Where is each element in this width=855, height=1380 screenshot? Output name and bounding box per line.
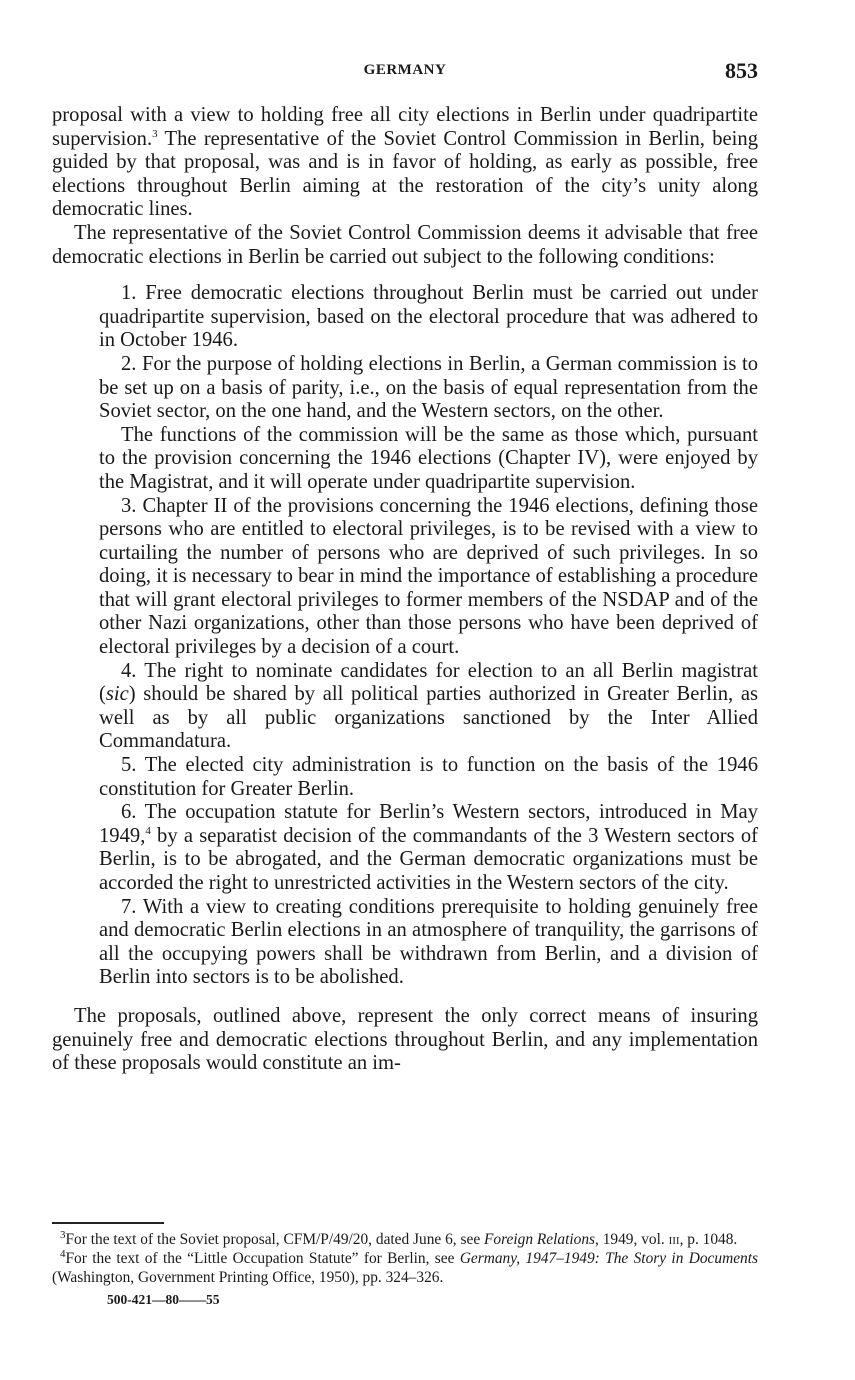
footnote-mark: 3: [60, 1228, 66, 1241]
paragraph-text: proposal with a view to holding free all city elections in Berlin under quadripartite supervision.: [52, 104, 758, 150]
page-number: 853: [725, 58, 758, 83]
footnotes: [52, 1222, 758, 1308]
footnote-ref-4: 4: [145, 824, 151, 837]
footnote-text: For the text of the “Little Occupation Statute” for Berlin, see: [65, 1250, 460, 1267]
paragraph-conditions-intro: The representative of the Soviet Control Commission deems it advisable that free democratic elections in Berlin be carried out subject to the following conditions:: [52, 221, 758, 268]
list-item-text: 6. The occupation statute for Berlin’s Western sectors, introduced in May 1949,: [99, 801, 758, 847]
paragraph-closing: The proposals, outlined above, represent the only correct means of insuring genuinely free and democratic elections throughout Berlin, and any implementation of these proposals would constitute an im-: [52, 1004, 758, 1075]
list-item: [99, 660, 758, 754]
footnote-volume: iii: [668, 1231, 680, 1248]
list-item: 3. Chapter II of the provisions concerning the 1946 elections, defining those persons who are entitled to electoral privileges, is to be revised with a view to curtailing the number of persons who are deprived of such privileges. In so doing, it is necessary to bear in mind the importance of establishing a procedure that will grant electoral privileges to former members of the NSDAP and of the other Nazi organizations, other than those persons who have been deprived of electoral privileges by a decision of a court.: [99, 494, 758, 659]
footnote-text: For the text of the Soviet proposal, CFM/P/49/20, dated June 6, see: [65, 1231, 485, 1248]
list-item: [99, 801, 758, 895]
list-item: The functions of the commission will be the same as those which, pursuant to the provision concerning the 1946 elections (Chapter IV), were enjoyed by the Magistrat, and it will operate under quadripartite supervision.: [99, 423, 758, 493]
footnote-text: , p. 1048.: [679, 1231, 738, 1248]
list-item: 5. The elected city administration is to function on the basis of the 1946 constitution for Greater Berlin.: [99, 754, 758, 800]
paragraph-continuation: [52, 104, 758, 222]
list-item-text: by a separatist decision of the commandants of the 3 Western sectors of Berlin, is to be abrogated, and the German democratic organizations must be accorded the right to unrestricted activities in the Western sectors of the city.: [99, 824, 758, 894]
footnote-4: [52, 1249, 758, 1287]
list-item: 1. Free democratic elections throughout Berlin must be carried out under quadripartite supervision, based on the electoral procedure that was adhered to in October 1946.: [99, 282, 758, 352]
list-item: 2. For the purpose of holding elections in Berlin, a German commission is to be set up on a basis of parity, i.e., on the basis of equal representation from the Soviet sector, on the one hand, and the Western sectors, on the other.: [99, 352, 758, 423]
sic-italic: sic: [105, 683, 129, 706]
footnote-ref-3: 3: [152, 127, 158, 140]
list-item-text: 4. The right to nominate candidates for election to an all Berlin magistrat (: [99, 659, 758, 706]
conditions-list: [99, 282, 758, 990]
footnote-text: (Washington, Government Printing Office, 1950), pp. 324–326.: [52, 1269, 444, 1286]
list-item-text: ) should be shared by all political parties authorized in Greater Berlin, as well as by all public organizations sanctioned by the Inter Allied Commandatura.: [99, 683, 758, 753]
footnote-3: [52, 1230, 758, 1249]
footnote-rule: [52, 1222, 164, 1224]
list-item: 7. With a view to creating conditions prerequisite to holding genuinely free and democratic Berlin elections in an atmosphere of tranquility, the garrisons of all the occupying powers shall be withdrawn from Berlin, and a division of Berlin into sectors is to be abolished.: [99, 895, 758, 989]
footnote-italic: Foreign Relations: [484, 1231, 596, 1248]
print-code: 500-421—80——55: [107, 1292, 220, 1307]
body-text: [52, 104, 758, 1076]
paragraph-text: The representative of the Soviet Control Commission in Berlin, being guided by that proposal, was and is in favor of holding, as early as possible, free elections throughout Berlin aiming at the restoration of the city’s unity along democratic lines.: [52, 127, 758, 221]
running-head: GERMANY: [363, 62, 447, 78]
footnote-text: , 1949, vol.: [595, 1231, 669, 1248]
footnote-italic: Germany, 1947–1949: The Story in Documents: [459, 1250, 758, 1267]
page-header: [52, 60, 758, 90]
footnote-mark: 4: [60, 1247, 66, 1260]
